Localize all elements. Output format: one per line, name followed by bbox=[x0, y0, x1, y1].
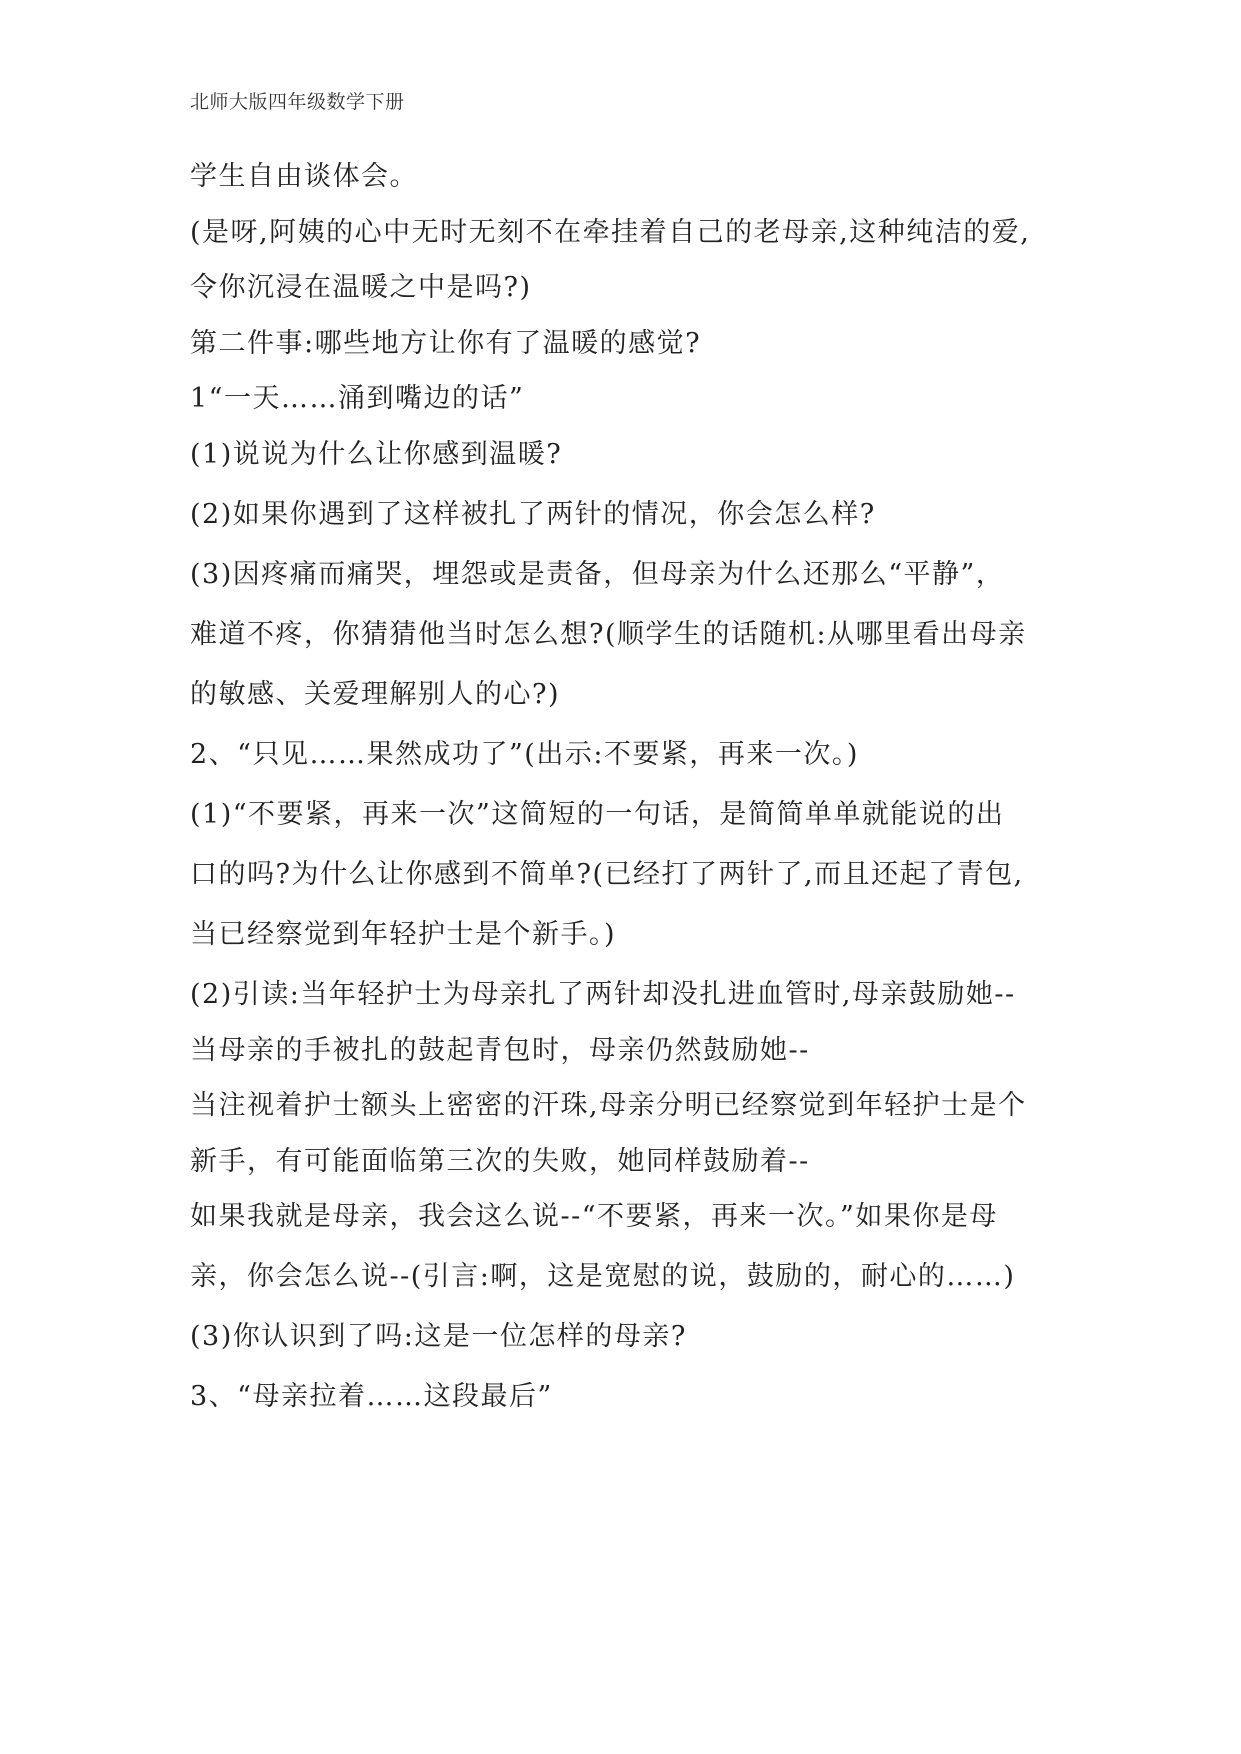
text-line: 令你沉浸在温暖之中是吗?) bbox=[190, 272, 532, 303]
text-line: 1“一天……涌到嘴边的话” bbox=[190, 383, 525, 414]
text-line: (1)“不要紧，再来一次”这简短的一句话，是简简单单就能说的出 bbox=[190, 799, 1005, 830]
text-line: 第二件事:哪些地方让你有了温暖的感觉? bbox=[190, 328, 702, 359]
text-line: 难道不疼，你猜猜他当时怎么想?(顺学生的话随机:从哪里看出母亲 bbox=[190, 619, 1027, 650]
text-line: 新手，有可能面临第三次的失败，她同样鼓励着-- bbox=[190, 1146, 810, 1177]
text-line: 当已经察觉到年轻护士是个新手。) bbox=[190, 919, 617, 950]
text-line: 学生自由谈体会。 bbox=[190, 161, 418, 192]
text-line: (2)如果你遇到了这样被扎了两针的情况，你会怎么样? bbox=[190, 499, 876, 530]
text-line: (2)引读:当年轻护士为母亲扎了两针却没扎进血管时,母亲鼓励她-- bbox=[190, 979, 1016, 1010]
text-line: 口的吗?为什么让你感到不简单?(已经打了两针了,而且还起了青包, bbox=[190, 859, 1024, 890]
text-line: (3)因疼痛而痛哭，埋怨或是责备，但母亲为什么还那么“平静”， bbox=[190, 559, 1005, 590]
text-line: 当母亲的手被扎的鼓起青包时，母亲仍然鼓励她-- bbox=[190, 1035, 810, 1066]
text-line: (1)说说为什么让你感到温暖? bbox=[190, 439, 563, 470]
text-line: 的敏感、关爱理解别人的心?) bbox=[190, 679, 561, 710]
text-line: 如果我就是母亲，我会这么说--“不要紧，再来一次。”如果你是母 bbox=[190, 1201, 998, 1232]
page-header: 北师大版四年级数学下册 bbox=[190, 91, 405, 113]
text-line: 3、“母亲拉着……这段最后” bbox=[190, 1381, 553, 1412]
text-line: 2、“只见……果然成功了”(出示:不要紧，再来一次。) bbox=[190, 739, 859, 770]
text-line: (是呀,阿姨的心中无时无刻不在牵挂着自己的老母亲,这种纯洁的爱, bbox=[190, 217, 1031, 248]
text-line: (3)你认识到了吗:这是一位怎样的母亲? bbox=[190, 1321, 687, 1352]
text-line: 亲，你会怎么说--(引言:啊，这是宽慰的说，鼓励的，耐心的……) bbox=[190, 1261, 1016, 1292]
text-line: 当注视着护士额头上密密的汗珠,母亲分明已经察觉到年轻护士是个 bbox=[190, 1090, 1027, 1121]
